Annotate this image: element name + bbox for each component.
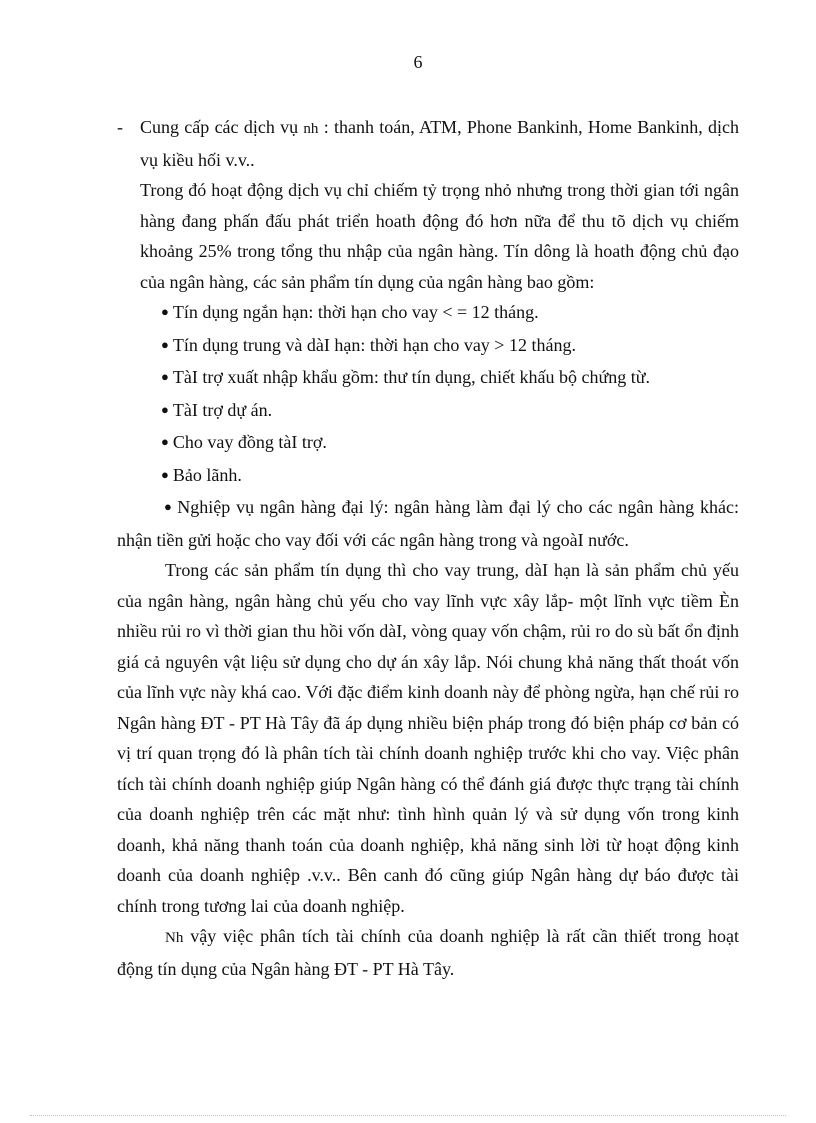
item1-text-a: Cung cấp các dịch vụ <box>140 117 304 137</box>
bullet-dot-icon: ● <box>161 401 169 417</box>
bullet-dot-icon: ● <box>161 336 169 352</box>
bullet-item <box>117 362 739 395</box>
dash-list-item <box>117 112 739 175</box>
item1-text-small: nh <box>303 121 319 137</box>
page-bottom-rule <box>30 1115 786 1116</box>
bullet-item-agency <box>117 492 739 555</box>
bullet-item <box>117 427 739 460</box>
document-body <box>117 112 739 984</box>
dash-marker: - <box>117 117 123 137</box>
bullet-text: Tín dụng trung và dàI hạn: thời hạn cho vay > 12 tháng. <box>172 334 576 355</box>
page-number: 6 <box>413 52 423 72</box>
bullet-item <box>117 330 739 363</box>
item1-text-b: : thanh toán, ATM, Phone Bankinh, Home Bankinh, dịch vụ kiều hối v.v.. <box>140 117 739 170</box>
bullet-text: Bảo lãnh. <box>172 464 242 485</box>
paragraph-credit-products: Trong các sản phẩm tín dụng thì cho vay trung, dàI hạn là sản phẩm chủ yếu của ngân hàng, ngân hàng chủ yếu cho vay lĩnh vực xây lắp- một lĩnh vực tiềm Èn nhiều rủi ro vì thời gian thu hồi vốn dàI, vòng quay vốn chậm, rủi ro do sù bất ổn định giá cả nguyên vật liệu sử dụng cho dự án xây lắp. Nói chung khả năng thất thoát vốn của lĩnh vực này khá cao. Với đặc điểm kinh doanh này để phòng ngừa, hạn chế rủi ro Ngân hàng ĐT - PT Hà Tây đã áp dụng nhiều biện pháp trong đó biện pháp cơ bản có vị trí quan trọng đó là phân tích tài chính doanh nghiệp trước khi cho vay. Việc phân tích tài chính doanh nghiệp giúp Ngân hàng có thể đánh giá được thực trạng tài chính của doanh nghiệp trên các mặt như: tình hình quản lý và sử dụng vốn trong kinh doanh, khả năng thanh toán của doanh nghiệp, khả năng sinh lời từ hoạt động kinh doanh của doanh nghiệp .v.v.. Bên canh đó cũng giúp Ngân hàng dự báo được tài chính trong tương lai của doanh nghiệp. <box>117 560 739 916</box>
conclusion-text-small: Nh <box>165 930 184 946</box>
bullet-text: Cho vay đồng tàI trợ. <box>172 432 327 452</box>
bullet-text: Nghiệp vụ ngân hàng đại lý: ngân hàng làm đại lý cho các ngân hàng khác: nhận tiền gửi hoặc cho vay đối với các ngân hàng trong và ngoàI nước. <box>117 497 739 550</box>
paragraph-conclusion <box>117 921 739 984</box>
paragraph-services: Trong đó hoạt động dịch vụ chỉ chiếm tỷ trọng nhỏ nhưng trong thời gian tới ngân hàng đang phấn đấu phát triển hoath động đó hơn nữa để thu tõ dịch vụ chiếm khoảng 25% trong tổng thu nhập của ngân hàng. Tín dông là hoath động chủ đạo của ngân hàng, các sản phẩm tín dụng của ngân hàng bao gồm: <box>140 180 739 292</box>
bullet-text: TàI trợ xuất nhập khẩu gồm: thư tín dụng, chiết khấu bộ chứng từ. <box>172 367 651 387</box>
bullet-item <box>117 297 739 330</box>
bullet-text: TàI trợ dự án. <box>172 399 273 420</box>
bullet-item <box>117 460 739 493</box>
bullet-dot-icon: ● <box>161 369 169 384</box>
bullet-dot-icon: ● <box>161 304 169 319</box>
conclusion-text: vậy việc phân tích tài chính của doanh nghiệp là rất cần thiết trong hoạt động tín dụng của Ngân hàng ĐT - PT Hà Tây. <box>117 926 739 979</box>
bullet-dot-icon: ● <box>161 466 169 482</box>
bullet-item <box>117 395 739 428</box>
bullet-text: Tín dụng ngắn hạn: thời hạn cho vay < = 12 tháng. <box>172 302 539 322</box>
bullet-dot-icon: ● <box>164 499 174 514</box>
bullet-dot-icon: ● <box>161 434 169 449</box>
